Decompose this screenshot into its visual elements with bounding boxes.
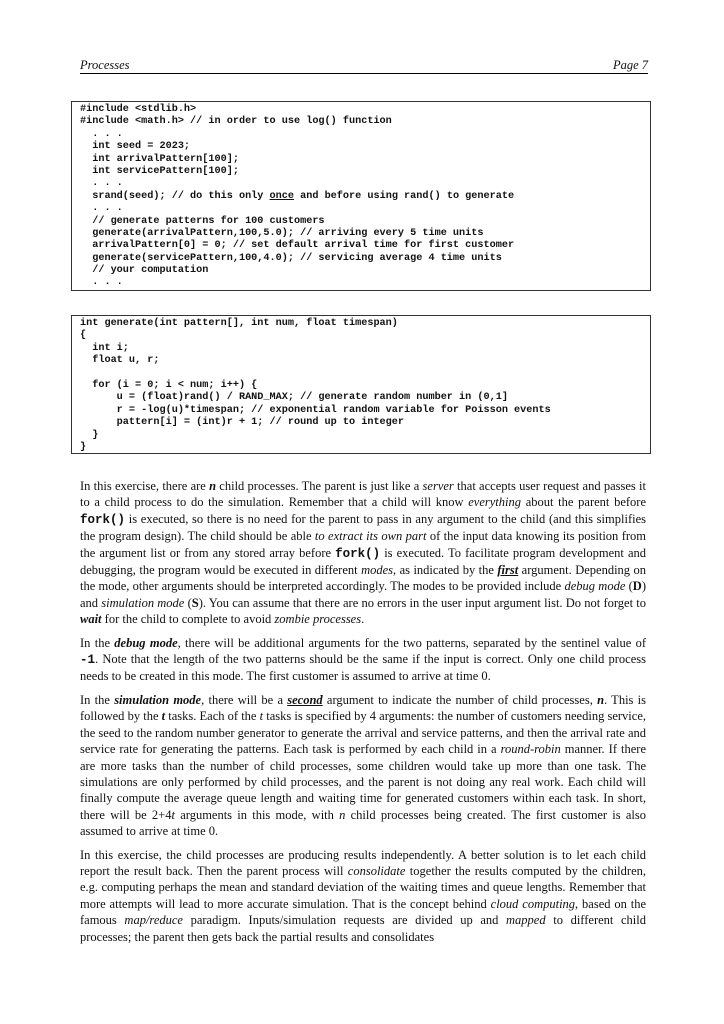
code-line: . . . [80,277,123,289]
code-line: generate(arrivalPattern,100,5.0); // arriving every 5 time units [80,227,484,239]
text-run: ( [184,595,192,610]
paragraph [80,692,646,840]
text-run: In this exercise, the child processes are producing results independently. A better solution is to let each child report the result back. Then the parent process will [80,847,646,878]
code-line: pattern[i] = (int)r + 1; // round up to integer [80,417,405,429]
code-line: int i; [80,342,129,354]
text-run: ). You can assume that there are no errors in the user input argument list. Do not forget to [198,595,647,610]
text-run: for the child to complete to avoid [101,612,275,627]
text-run: cloud computing [490,896,576,911]
code-line: int arrivalPattern[100]; [80,153,239,165]
code-line: u = (float)rand() / RAND_MAX; // generate random number in (0,1] [80,392,508,404]
paragraph [80,847,646,945]
code-line: #include <math.h> // in order to use log() function [80,116,392,128]
code-line: } [80,429,99,441]
text-run: , there will be additional arguments for the two patterns, separated by the sentinel value of [177,635,646,650]
text-run: tasks. Each of the [165,709,260,724]
code-line: int servicePattern[100]; [80,165,239,177]
code-line: float u, r; [80,355,160,367]
text-run: wait [80,612,102,627]
code-line: r = -log(u)*timespan; // exponential random variable for Poisson events [80,404,551,416]
text-run: debug mode [114,635,178,650]
text-run: . [361,612,365,627]
paragraph [80,478,646,628]
code-line: for (i = 0; i < num; i++) { [80,379,258,391]
text-run: to different child processes; the parent then gets back the partial results and consolidates [80,913,646,944]
code-block-usage [71,101,651,291]
text-run: to extract its own part [314,529,427,544]
header-title: Processes [80,58,130,72]
code-line: // your computation [80,265,209,277]
body-text [80,478,646,952]
text-run: t [161,709,166,724]
text-run: D [632,579,642,594]
text-run: , as indicated by the [393,563,498,578]
text-run: first [497,563,519,578]
text-run: simulation mode [114,692,202,707]
text-run: that accepts user request and passes it to a child process to do the simulation. Remember that a child will know [80,479,646,510]
text-run: child processes. The parent is just like a [216,479,423,493]
code-line: generate(servicePattern,100,4.0); // servicing average 4 time units [80,252,502,264]
code-line: . . . [80,128,123,140]
text-run: ) and [80,579,646,610]
text-run: n [339,807,346,822]
page-header [80,58,648,74]
code-line: #include <stdlib.h> [80,104,197,115]
text-run: mapped [506,913,546,928]
text-run: In this exercise, there are [80,479,210,493]
text-run: ( [625,579,633,594]
text-run: zombie processes [274,612,362,627]
text-run: everything [468,495,522,510]
text-run: fork() [80,512,126,527]
text-run: t [259,709,264,724]
text-run: , based on the famous [80,896,646,928]
text-run: In the [80,692,115,707]
text-run: simulation mode [101,595,185,610]
text-run: together the results computed by the children, e.g. computing perhaps the mean and standard deviation of the waiting times and queue lengths. Remember that more attempts will lead to more accurate simulation. That is the concept behind [80,863,646,911]
text-run: fork() [335,546,381,561]
text-run: debug mode [564,579,626,594]
text-run: of the input data knowing its position from the argument list or from any stored array before [80,529,647,560]
code-line: int generate(int pattern[], int num, float timespan) [80,318,398,329]
code-line: srand(seed); // do this only once and before using rand() to generate [80,190,515,202]
text-run: round-robin [500,742,561,757]
text-run: t [171,807,175,822]
text-run: server [422,479,454,493]
text-run: child processes being created. The first customer is also assumed to arrive at time 0. [80,807,646,839]
text-run: is executed. To facilitate program development and debugging, the program would be executed in different [80,545,646,578]
text-run: -1 [80,653,96,668]
text-run: n [597,692,605,707]
text-run: manner. If there are more tasks than the number of child processes, some children would take up more than one task. The simulations are only performed by child processes, and the parent is not doing any real work. Each child will finally compute the average queue length and waiting time for generated customers within each task. In short, there will be 2+4 [80,742,646,822]
text-run: argument. Depending on the mode, other arguments should be interpreted accordingly. The modes to be provided include [80,563,646,594]
text-run: second [287,692,323,707]
text-run: map/reduce [124,913,183,928]
text-run: S [191,595,199,610]
code-line: . . . [80,203,123,215]
text-run: consolidate [347,863,406,878]
code-block-generate-function [71,315,651,454]
code-line: arrivalPattern[0] = 0; // set default arrival time for first customer [80,240,515,252]
text-run: about the parent before [521,495,646,510]
header-page-number: Page 7 [612,58,648,72]
text-run: arguments in this mode, with [174,807,340,822]
text-run: . Note that the length of the two patterns should be the same if the input is correct. Only one child process needs to be created in this mode. The first customer is assumed to arrive at time 0. [80,652,646,684]
text-run: tasks is specified by 4 arguments: the number of customers needing service, the seed to the random number generator to generate the arrival and service patterns, and then the arrival rate and service rate for generating the patterns. Each task is performed by each child in a [80,709,646,757]
text-run: argument to indicate the number of child processes, [322,692,598,707]
paragraph [80,635,646,685]
text-run: modes [361,563,394,578]
code-line: int seed = 2023; [80,141,191,153]
text-run: is executed, so there is no need for the parent to pass in any argument to the child (and this simplifies the program design). The child should be able [80,511,646,544]
text-run: n [209,479,217,493]
text-run: , there will be a [201,692,288,707]
code-line: { [80,330,87,342]
text-run: In the [80,635,115,650]
text-run: . This is followed by the [80,692,646,724]
code-line: // generate patterns for 100 customers [80,215,325,227]
text-run: paradigm. Inputs/simulation requests are divided up and [182,913,507,928]
code-line: } [80,441,87,453]
code-line: . . . [80,178,123,190]
code-line [80,368,642,380]
